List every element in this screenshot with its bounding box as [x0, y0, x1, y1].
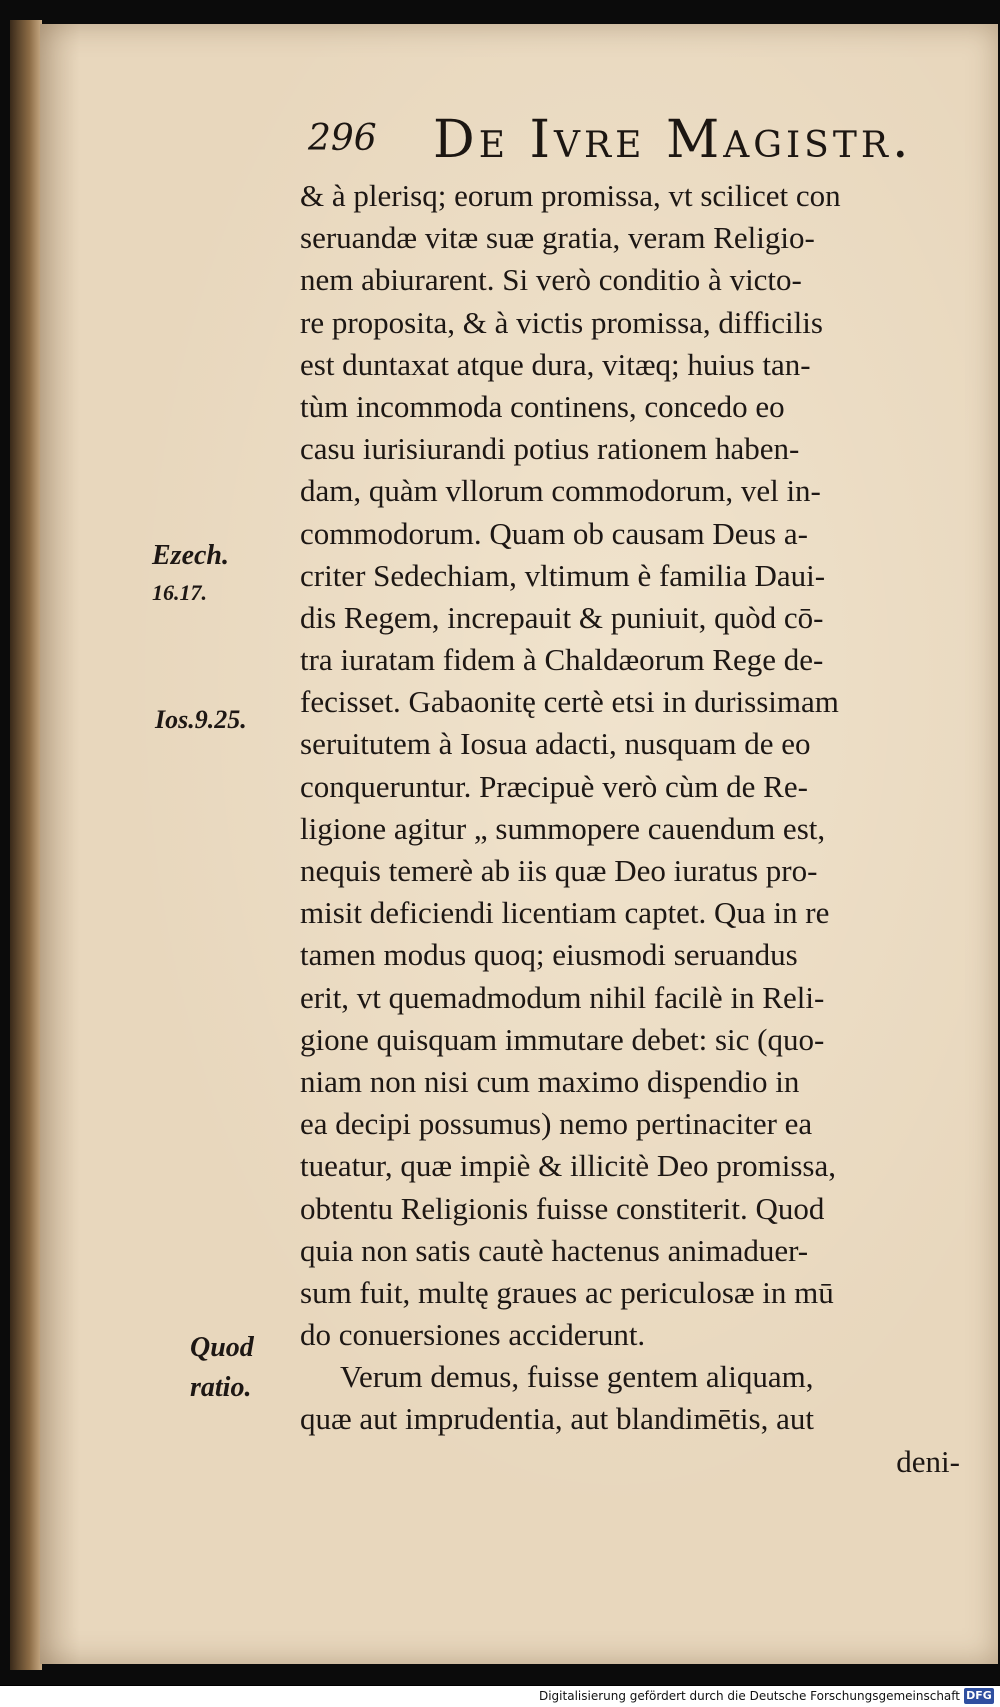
- marginal-note-quod: Quod: [190, 1332, 254, 1363]
- page-number: 296: [308, 118, 377, 159]
- text-line: re proposita, & à victis promissa, difficilis: [300, 304, 823, 340]
- text-line: tùm incommoda continens, concedo eo: [300, 388, 785, 424]
- text-line: quæ aut imprudentia, aut blandimētis, aut: [300, 1401, 814, 1437]
- text-line: niam non nisi cum maximo dispendio in: [300, 1063, 800, 1099]
- text-line: ea decipi possumus) nemo pertinaciter ea: [300, 1106, 813, 1142]
- catchword: deni-: [896, 1443, 960, 1479]
- text-line: dam, quàm vllorum commodorum, vel in-: [300, 473, 821, 509]
- text-line: tueatur, quæ impiè & illicitè Deo promissa,: [300, 1148, 836, 1184]
- text-line: seruandæ vitæ suæ gratia, veram Religio-: [300, 220, 815, 256]
- text-line: casu iurisiurandi potius rationem haben-: [300, 431, 800, 467]
- marginal-note-ezech-ref: 16.17.: [152, 580, 207, 605]
- text-line: nequis temerè ab iis quæ Deo iuratus pro-: [300, 853, 818, 888]
- marginal-note-ios: Ios.9.25.: [155, 705, 247, 734]
- text-line: seruitutem à Iosua adacti, nusquam de eo: [300, 726, 811, 762]
- text-line: gione quisquam immutare debet: sic (quo-: [300, 1021, 825, 1057]
- dfg-logo: DFG: [964, 1688, 994, 1704]
- text-line: nem abiurarent. Si verò conditio à victo-: [300, 262, 802, 298]
- running-head: [308, 110, 948, 170]
- body-text: [300, 175, 960, 1483]
- text-line: do conuersiones acciderunt.: [300, 1317, 646, 1353]
- text-line: quia non satis cautè hactenus animaduer-: [300, 1232, 809, 1268]
- text-line: misit deficiendi licentiam captet. Qua in re: [300, 895, 830, 931]
- text-line: criter Sedechiam, vltimum è familia Daui-: [300, 557, 826, 593]
- footer-bar: [0, 1686, 1000, 1707]
- paragraph-start-line: Verum demus, fuisse gentem aliquam,: [340, 1359, 814, 1395]
- book-spine: [10, 20, 42, 1670]
- text-line: fecisset. Gabaonitę certè etsi in durissimam: [300, 684, 839, 720]
- text-line: ligione agitur „ summopere cauendum est,: [300, 810, 826, 846]
- text-line: obtentu Religionis fuisse constiterit. Quod: [300, 1190, 825, 1226]
- text-line: dis Regem, increpauit & puniuit, quòd cō-: [300, 599, 824, 635]
- text-line: est duntaxat atque dura, vitæq; huius tan-: [300, 346, 811, 382]
- text-line: commodorum. Quam ob causam Deus a-: [300, 515, 808, 551]
- text-line: conqueruntur. Præcipuè verò cùm de Re-: [300, 768, 808, 804]
- text-line: sum fuit, multę graues ac periculosæ in mū: [300, 1274, 834, 1310]
- text-line: & à plerisq; eorum promissa, vt scilicet con: [300, 178, 841, 213]
- marginal-note-ezech: Ezech.: [152, 540, 229, 571]
- marginal-note-ratio: ratio.: [190, 1372, 252, 1403]
- digitization-credit: Digitalisierung gefördert durch die Deutsche Forschungsgemeinschaft: [538, 1689, 960, 1703]
- running-title: De Ivre Magistr.: [433, 110, 913, 170]
- text-line: erit, vt quemadmodum nihil facilè in Reli-: [300, 979, 825, 1015]
- text-line: tamen modus quoq; eiusmodi seruandus: [300, 937, 798, 973]
- text-line: tra iuratam fidem à Chaldæorum Rege de-: [300, 642, 824, 678]
